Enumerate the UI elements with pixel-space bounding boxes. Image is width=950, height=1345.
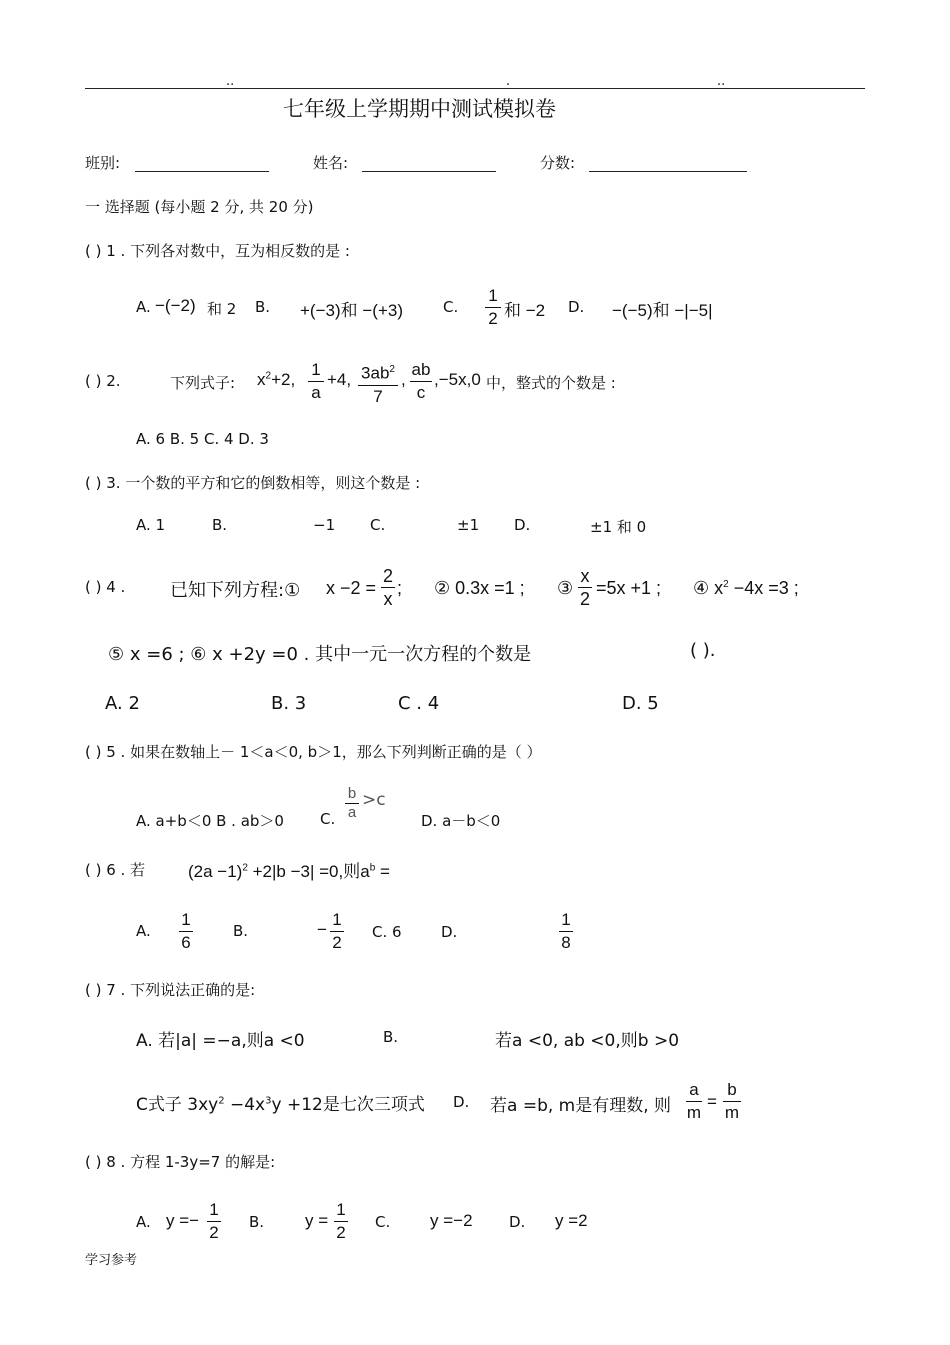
q4-eq3-denominator: 2	[579, 589, 590, 609]
q6-b-denominator: 2	[332, 933, 342, 952]
q5-option-a: A. a+b＜0 B . ab＞0	[136, 812, 284, 830]
q2-e2-denominator: a	[311, 383, 321, 402]
q7-stem: ( ) 7 . 下列说法正确的是:	[85, 981, 256, 999]
q4-eq3-tail: =5x +1 ;	[596, 578, 662, 598]
q2-e1-exponent: 2	[265, 370, 272, 382]
q6-a-numerator: 1	[181, 910, 191, 929]
footer-text: 学习参考	[85, 1253, 138, 1268]
q6-option-b-fraction	[330, 910, 344, 953]
q6-expr-exponent: 2	[242, 862, 248, 874]
fraction-bar	[485, 307, 501, 308]
q3-option-d-value: ±1 和 0	[590, 518, 647, 536]
q8-a-denominator: 2	[209, 1223, 219, 1242]
q3-stem: ( ) 3. 一个数的平方和它的倒数相等，则这个数是 :	[85, 474, 421, 492]
score-label: 分数:	[540, 154, 576, 172]
q6-b-numerator: 1	[332, 910, 342, 929]
q7-option-d-fraction-2	[723, 1080, 741, 1123]
q8-option-a-fraction	[207, 1200, 221, 1243]
q3-option-b-label: B.	[212, 516, 228, 534]
q1-stem: ( ) 1 . 下列各对数中，互为相反数的是 :	[85, 242, 350, 260]
q1-option-a-label: A.	[136, 298, 151, 316]
q6-option-a-fraction	[179, 910, 193, 953]
name-label: 姓名:	[313, 154, 349, 172]
q6-expr-tail: +2|b −3| =0,则a	[247, 862, 370, 881]
score-field[interactable]	[589, 171, 747, 172]
q2-e1-tail: +2,	[271, 370, 296, 389]
q6-expr-equals: =	[375, 862, 390, 881]
q7-d-numerator-2: b	[727, 1080, 737, 1099]
q8-option-c-value: y =−2	[430, 1211, 473, 1230]
fraction-bar	[559, 931, 573, 932]
q1-option-a-text: 和 2	[207, 300, 237, 318]
q6-option-b-sign: −	[317, 920, 327, 939]
q8-option-b-label: B.	[249, 1213, 265, 1231]
q2-e2-numerator: 1	[311, 360, 321, 379]
q2-e4-numerator: ab	[411, 360, 431, 379]
q4-semicolon: ;	[397, 578, 403, 598]
q5-stem: ( ) 5 . 如果在数轴上－ 1＜a＜0, b＞1，那么下列判断正确的是（ ）	[85, 743, 542, 761]
q8-option-a-label: A.	[136, 1213, 151, 1231]
q2-fraction-1	[308, 360, 324, 403]
q2-stem-label: 下列式子:	[170, 374, 236, 392]
q8-option-b-expr: y =	[305, 1211, 329, 1230]
q2-stem-head: ( ) 2.	[85, 372, 121, 390]
q3-option-a: A. 1	[136, 516, 166, 534]
fraction-bar	[358, 385, 398, 386]
q4-eq1: x −2 =	[326, 578, 377, 598]
fraction-bar	[578, 587, 592, 588]
name-field[interactable]	[362, 171, 496, 172]
q8-option-a-expr: y =−	[166, 1211, 200, 1230]
q6-option-c: C. 6	[372, 923, 402, 941]
q1-option-a-expr: −(−2)	[155, 296, 196, 315]
q6-option-d-label: D.	[441, 923, 458, 941]
q5-c-denominator: a	[347, 804, 357, 821]
q2-expr-1	[257, 370, 295, 390]
q1-c-denominator: 2	[488, 309, 498, 328]
q5-option-d: D. a－b＜0	[421, 812, 501, 830]
q7-option-a: A. 若|a| =−a,则a <0	[136, 1031, 305, 1051]
class-field[interactable]	[135, 171, 269, 172]
q6-option-b-label: B.	[233, 922, 249, 940]
class-label: 班别:	[85, 154, 121, 172]
header-dot-right: ..	[717, 74, 726, 89]
q4-text1: 已知下列方程:①	[170, 580, 301, 601]
q4-answer-bracket[interactable]: ( ).	[690, 640, 716, 661]
q4-eq4-base: ④ x	[693, 578, 724, 598]
q1-option-b-label: B.	[255, 298, 271, 316]
q4-option-c: C . 4	[398, 693, 440, 714]
fraction-bar	[334, 1221, 348, 1222]
q4-eq3-prefix: ③	[557, 578, 574, 598]
header-rule	[85, 88, 865, 89]
q4-option-b: B. 3	[271, 693, 307, 714]
q2-e1-base: x	[257, 370, 266, 389]
q8-b-numerator: 1	[336, 1200, 346, 1219]
q6-stem-head: ( ) 6 . 若	[85, 861, 146, 879]
q3-option-b-value: −1	[313, 516, 336, 534]
q7-c-head: C式子 3xy	[136, 1095, 219, 1115]
q7-c-mid: −4x	[224, 1095, 266, 1115]
q5-c-numerator: b	[347, 785, 357, 802]
q7-option-d-label: D.	[453, 1093, 470, 1111]
q2-comma: ,	[401, 370, 406, 389]
q5-option-c-tail: >c	[362, 790, 386, 810]
q1-option-b-expr: +(−3)和 −(+3)	[300, 301, 403, 320]
fraction-bar	[381, 587, 395, 588]
q1-option-d-label: D.	[568, 298, 585, 316]
page-title: 七年级上学期期中测试模拟卷	[283, 97, 556, 121]
q4-line2: ⑤ x =6 ; ⑥ x +2y =0 . 其中一元一次方程的个数是	[108, 644, 532, 665]
q6-expr-base: (2a −1)	[188, 862, 243, 881]
header-dot-center: .	[506, 74, 511, 89]
fraction-bar	[410, 381, 432, 382]
q4-eq4	[693, 578, 799, 599]
q8-a-numerator: 1	[209, 1200, 219, 1219]
q7-option-b-value: 若a <0, ab <0,则b >0	[495, 1031, 680, 1051]
q1-option-c-label: C.	[443, 298, 459, 316]
q6-option-a-label: A.	[136, 922, 151, 940]
q2-e3-exponent: 2	[389, 364, 395, 375]
q3-option-c-value: ±1	[457, 516, 480, 534]
q7-option-d-value: 若a =b, m是有理数, 则	[490, 1096, 672, 1116]
q3-option-d-label: D.	[514, 516, 531, 534]
q4-stem-head: ( ) 4 .	[85, 578, 126, 596]
q7-d-denominator-1: m	[686, 1103, 702, 1122]
q7-d-denominator-2: m	[724, 1103, 740, 1122]
q2-e3-numerator	[358, 360, 398, 384]
fraction-bar	[723, 1101, 741, 1102]
header-dot-left: ..	[226, 74, 235, 89]
q7-option-d-equals: =	[707, 1092, 717, 1111]
q8-option-b-fraction	[334, 1200, 348, 1243]
q3-option-c-label: C.	[370, 516, 386, 534]
fraction-bar	[308, 381, 324, 382]
q5-option-c-label: C.	[320, 810, 336, 828]
q4-eq3-fraction	[578, 566, 592, 609]
q2-e3-denominator: 7	[373, 386, 383, 406]
q2-e2-tail: +4,	[327, 370, 352, 389]
q4-eq1-denominator: x	[383, 589, 393, 609]
q8-option-d-label: D.	[509, 1213, 526, 1231]
q4-eq2: ② 0.3x =1 ;	[434, 578, 525, 598]
q1-option-c-text: 和 −2	[504, 301, 546, 320]
q2-fraction-3	[410, 360, 432, 403]
q2-e4-denominator: c	[416, 383, 426, 402]
q1-c-numerator: 1	[488, 286, 498, 305]
q1-option-d-expr: −(−5)和 −|−5|	[612, 301, 713, 320]
q7-c-exponent-1: 2	[218, 1095, 225, 1107]
q2-fraction-2	[358, 360, 398, 407]
q4-eq4-tail: −4x =3 ;	[728, 578, 799, 598]
q4-eq3-numerator: x	[580, 566, 590, 586]
q4-eq1-numerator: 2	[382, 566, 393, 586]
fraction-bar	[686, 1101, 702, 1102]
q2-e4-tail: ,−5x,0	[434, 370, 481, 389]
q7-c-tail: y +12是七次三项式	[271, 1095, 425, 1115]
q7-option-c	[136, 1090, 425, 1115]
q8-option-c-label: C.	[375, 1213, 391, 1231]
q8-b-denominator: 2	[336, 1223, 346, 1242]
q6-expr-exponent-b: b	[369, 862, 376, 874]
q7-c-exponent-2: 3	[265, 1095, 272, 1107]
q4-option-d: D. 5	[622, 693, 659, 714]
q5-option-c-fraction	[345, 786, 359, 821]
q4-eq4-exponent: 2	[723, 579, 729, 590]
q6-d-denominator: 8	[561, 933, 571, 952]
q2-options: A. 6 B. 5 C. 4 D. 3	[136, 430, 269, 448]
fraction-bar	[179, 931, 193, 932]
q6-a-denominator: 6	[181, 933, 191, 952]
q7-option-b-label: B.	[383, 1028, 399, 1046]
q7-d-numerator-1: a	[689, 1080, 699, 1099]
q8-option-d-value: y =2	[555, 1211, 588, 1230]
q8-stem: ( ) 8 . 方程 1-3y=7 的解是:	[85, 1153, 276, 1171]
fraction-bar	[207, 1221, 221, 1222]
section-heading: 一 选择题 (每小题 2 分, 共 20 分)	[85, 198, 314, 216]
q2-e3-numerator-text: 3ab	[361, 363, 390, 383]
q1-option-c-fraction	[485, 286, 501, 329]
q2-stem-tail: 中，整式的个数是 :	[486, 374, 616, 392]
q7-option-d-fraction-1	[686, 1080, 702, 1123]
q6-d-numerator: 1	[561, 910, 571, 929]
q6-expr	[188, 857, 390, 882]
fraction-bar	[330, 931, 344, 932]
q4-eq1-fraction	[381, 566, 395, 609]
q6-option-d-fraction	[559, 910, 573, 953]
q4-option-a: A. 2	[105, 693, 140, 714]
